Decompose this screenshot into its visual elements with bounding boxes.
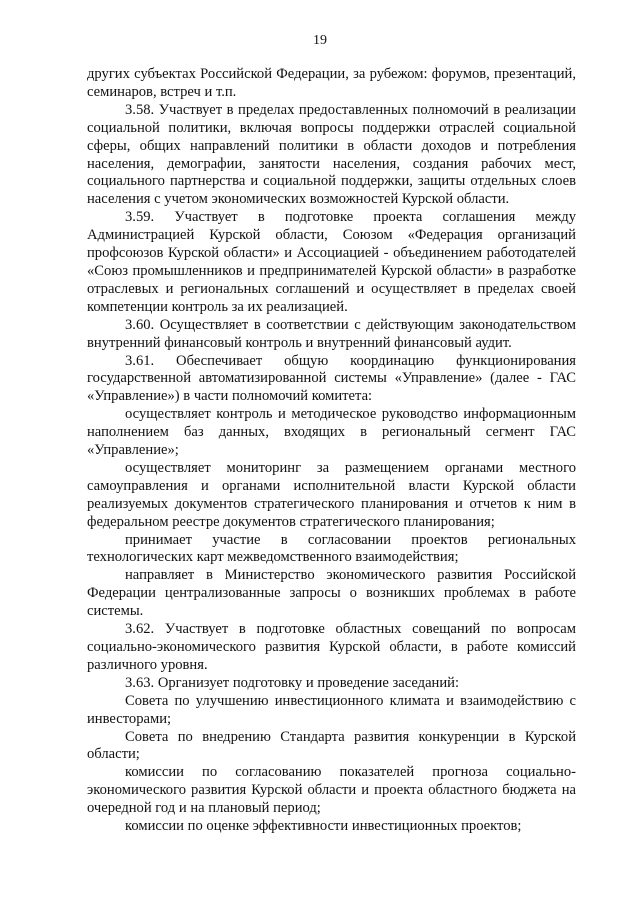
- list-item-investment-council: Совета по улучшению инвестиционного климата и взаимодействию с инвесторами;: [87, 692, 576, 727]
- list-item-requests: направляет в Министерство экономического развития Российской Федерации централизованные запросы о возникших проблемах в работе системы.: [87, 567, 576, 620]
- paragraph-3-61: 3.61. Обеспечивает общую координацию функционирования государственной автоматизированной системы «Управление» (далее - ГАС «Управление») в части полномочий комитета:: [87, 352, 576, 405]
- paragraph-3-62: 3.62. Участвует в подготовке областных совещаний по вопросам социально-экономического развития Курской области, в работе комиссий различного уровня.: [87, 621, 576, 673]
- paragraph-3-60: 3.60. Осуществляет в соответствии с действующим законодательством внутренний финансовый контроль и внутренний финансовый аудит.: [87, 316, 576, 351]
- list-item-control: осуществляет контроль и методическое руководство информационным наполнением баз данных, входящих в региональный сегмент ГАС «Управление»;: [87, 406, 576, 459]
- paragraph-continuation: других субъектах Российской Федерации, за рубежом: форумов, презентаций, семинаров, встреч и т.п.: [87, 66, 576, 100]
- list-item-efficiency-commission: комиссии по оценке эффективности инвестиционных проектов;: [125, 818, 522, 835]
- document-body: [87, 66, 576, 836]
- list-item-competition-council: Совета по внедрению Стандарта развития конкуренции в Курской области;: [87, 728, 576, 763]
- list-item-participation: принимает участие в согласовании проектов региональных технологических карт межведомственного взаимодействия;: [87, 531, 576, 566]
- paragraph-3-63: 3.63. Организует подготовку и проведение заседаний:: [125, 674, 460, 691]
- list-item-monitoring: осуществляет мониторинг за размещением органами местного самоуправления и органами исполнительной власти Курской области реализуемых документов стратегического планирования и отчетов к ним в федеральном реестре документов стратегического планирования;: [87, 459, 576, 530]
- list-item-forecast-commission: комиссии по согласованию показателей прогноза социально-экономического развития Курской области и проекта областного бюджета на очередной год и на плановый период;: [87, 764, 576, 817]
- paragraph-3-58: 3.58. Участвует в пределах предоставленных полномочий в реализации социальной политики, включая вопросы поддержки отраслей социальной сферы, общих направлений политики в области доходов и потребления населения, демографии, занятости населения, создания рабочих мест, социального партнерства и социальной поддержки, защиты отдельных слоев населения с учетом экономических возможностей Курской области.: [87, 101, 576, 208]
- page-number: 19: [313, 33, 327, 48]
- paragraph-3-59: 3.59. Участвует в подготовке проекта соглашения между Администрацией Курской области, Союзом «Федерация организаций профсоюзов Курской области» и Ассоциацией - объединением работодателей «Союз промышленников и предпринимателей Курской области» в разработке отраслевых и региональных соглашений и осуществляет в пределах своей компетенции контроль за их реализацией.: [87, 209, 576, 315]
